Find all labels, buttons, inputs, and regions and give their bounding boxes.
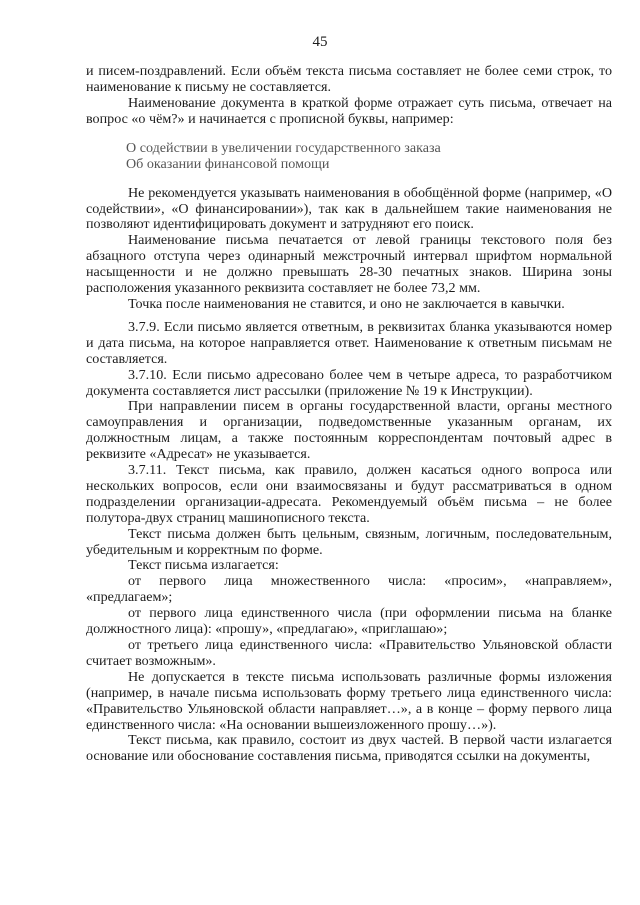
list-item-first-plural: от первого лица множественного числа: «просим», «направляем», «предлагаем»;	[86, 573, 612, 606]
paragraph-addressee: При направлении писем в органы государственной власти, органы местного самоуправления и организации, подведомственные указанным органам, их должностным лицам, а также постоянным корреспондентам почтовый адрес в реквизите «Адресат» не указывается.	[86, 398, 612, 463]
document-body	[86, 64, 612, 765]
paragraph-title-placement: Наименование письма печатается от левой границы текстового поля без абзацного отступа через одинарный межстрочный интервал шрифтом нормальной насыщенности и не должно превышать 28-30 печатных знаков. Ширина зоны расположения указанного реквизита составляет не более 73,2 мм.	[86, 232, 612, 297]
list-item-third-singular: от третьего лица единственного числа: «Правительство Ульяновской области считает возможным».	[86, 637, 612, 669]
title-examples	[126, 140, 612, 172]
paragraph-3-7-11: 3.7.11. Текст письма, как правило, должен касаться одного вопроса или нескольких вопросов, если они взаимосвязаны и будут рассматриваться в одном подразделении организации-адресата. Рекомендуемый объём письма – не более полутора-двух страниц машинописного текста.	[86, 462, 612, 526]
paragraph-mixed-forms: Не допускается в тексте письма использовать различные формы изложения (например, в начале письма использовать форму третьего лица единственного числа: «Правительство Ульяновской области направляет…», а в конце – форму первого лица единственного числа: «На основании вышеизложенного прошу…»).	[86, 668, 612, 733]
paragraph-3-7-10: 3.7.10. Если письмо адресовано более чем в четыре адреса, то разработчиком документа составляется лист рассылки (приложение № 19 к Инструкции).	[86, 366, 612, 399]
paragraph-3-7-9: 3.7.9. Если письмо является ответным, в реквизитах бланка указываются номер и дата письма, на которое направляется ответ. Наименование к ответным письмам не составляется.	[86, 318, 612, 367]
page-number: 45	[312, 34, 328, 50]
paragraph-text-stated: Текст письма излагается:	[128, 557, 279, 574]
example-line: Об оказании финансовой помощи	[126, 155, 330, 172]
paragraph-not-recommended: Не рекомендуется указывать наименования в обобщённой форме (например, «О содействии», «О финансировании»), так как в дальнейшем такие наименования не позволяют идентифицировать документ и затрудняют его поиск.	[86, 184, 612, 233]
paragraph-two-parts: Текст письма, как правило, состоит из двух частей. В первой части излагается основание или обоснование составления письма, приводятся ссылки на документы,	[86, 732, 612, 765]
paragraph-text-qualities: Текст письма должен быть цельным, связным, логичным, последовательным, убедительным и корректным по форме.	[86, 525, 612, 558]
example-line: О содействии в увеличении государственного заказа	[126, 139, 441, 156]
paragraph-continuation: и писем-поздравлений. Если объём текста письма составляет не более семи строк, то наименование к письму не составляется.	[86, 63, 612, 95]
paragraph-title-short-form: Наименование документа в краткой форме отражает суть письма, отвечает на вопрос «о чём?» и начинается с прописной буквы, например:	[86, 94, 612, 127]
list-item-first-singular: от первого лица единственного числа (при оформлении письма на бланке должностного лица): «прошу», «предлагаю», «приглашаю»;	[86, 605, 612, 638]
paragraph-no-period: Точка после наименования не ставится, и оно не заключается в кавычки.	[128, 295, 565, 312]
